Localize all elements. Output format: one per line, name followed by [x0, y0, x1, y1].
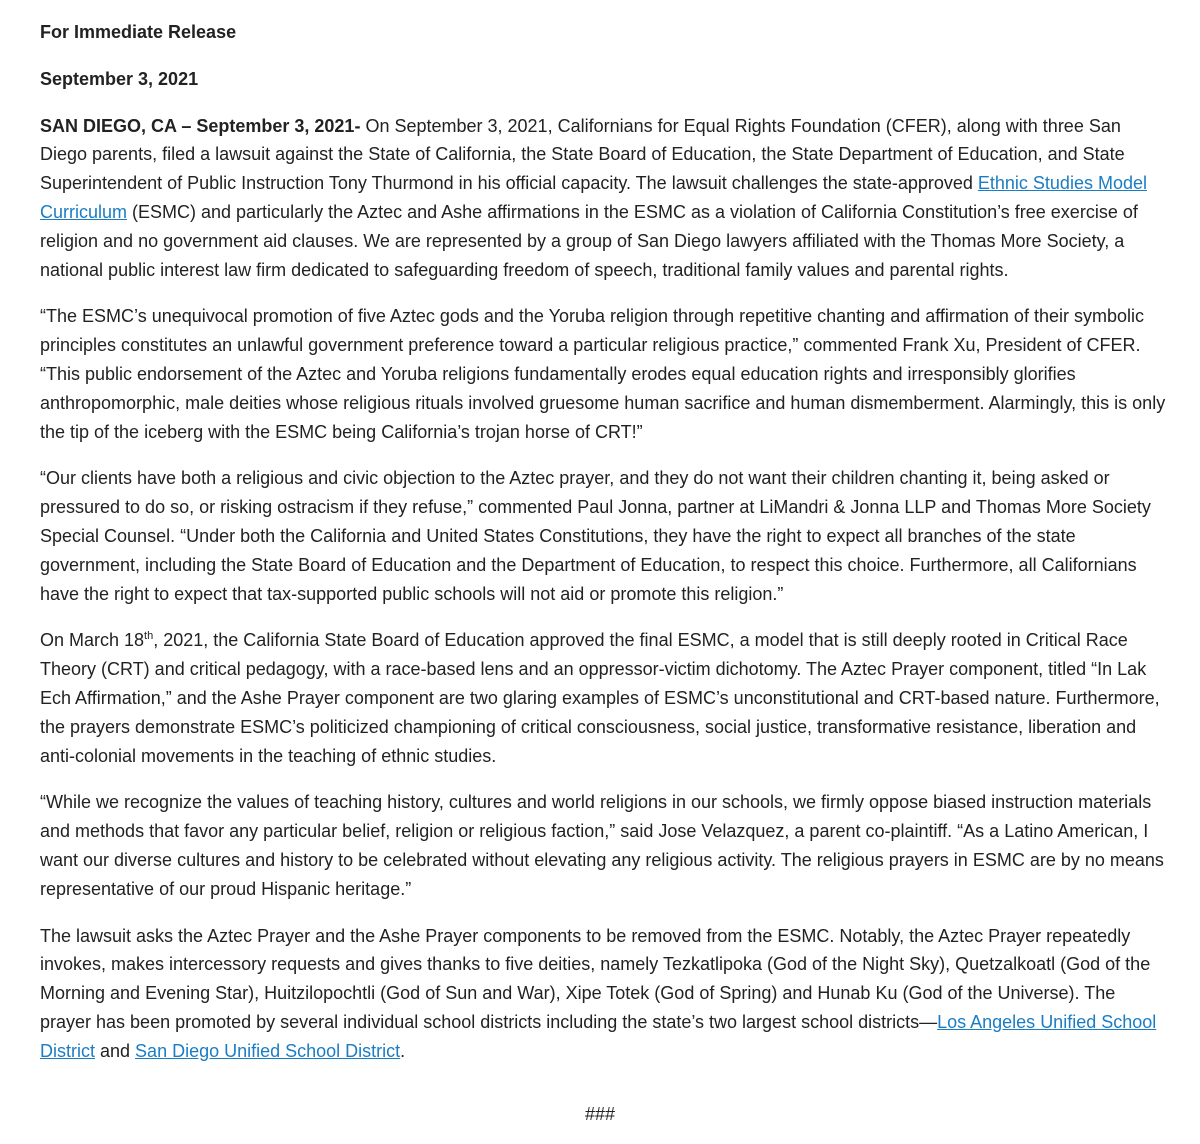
end-mark: ### — [584, 1104, 616, 1124]
press-release — [40, 18, 1170, 1084]
asks-text-b: and — [95, 1040, 136, 1061]
asks-text-a: The lawsuit asks the Aztec Prayer and the Ashe Prayer components to be removed from the ESMC. Notably, the Aztec Prayer repeatedly invokes, makes intercessory requests and gives thanks to five deities, namely Tezkatlipoka (God of the Night Sky), Quetzalkoatl (God of the Morning and Evening Star), Huitzilopochtli (God of Sun and War), Xipe Totek (God of Spring) and Hunab Ku (God of the Universe). The prayer has been promoted by several individual school districts including the state’s two largest school districts— — [40, 925, 1151, 1032]
paragraph-intro — [40, 112, 1170, 285]
release-date: September 3, 2021 — [40, 68, 199, 89]
intro-text-c: (ESMC) and particularly the Aztec and Ashe affirmations in the ESMC as a violation of California Constitution’s free exercise of religion and no government aid clauses. We are represented by a group of San Diego lawyers affiliated with the Thomas More Society, a national public interest law firm dedicated to safeguarding freedom of speech, traditional family values and parental rights. — [40, 201, 1138, 280]
lausd-link[interactable]: Los Angeles Unified School District — [40, 1011, 1157, 1061]
dateline: SAN DIEGO, CA – September 3, 2021- — [40, 115, 361, 136]
approval-text-a: On March 18 — [40, 630, 145, 651]
ordinal-suffix: th — [144, 630, 154, 643]
intro-text-b: against the State of California, the State Board of Education, the State Department of Education, and State Superintendent of Public Instruction Tony Thurmond in his official capacity. The lawsuit challenges the state-approved — [40, 144, 1125, 194]
release-label: For Immediate Release — [40, 22, 237, 42]
sdusd-link[interactable]: San Diego Unified School District — [135, 1040, 401, 1061]
esmc-link[interactable]: Ethnic Studies Model Curriculum — [40, 173, 1147, 222]
lawsuit-text: a lawsuit — [200, 144, 271, 165]
asks-text-c: . — [400, 1040, 406, 1061]
intro-text-a: On September 3, 2021, Californians for Equal Rights Foundation (CFER), along with three San Diego parents, filed — [40, 115, 1121, 165]
paragraph-frank-xu-quote: “The ESMC’s unequivocal promotion of five Aztec gods and the Yoruba religion through repetitive chanting and affirmation of their symbolic principles constitutes an unlawful government preference toward a particular religious practice,” commented Frank Xu, President of CFER. “This public endorsement of the Aztec and Yoruba religions fundamentally erodes equal education rights and irresponsibly glorifies anthropomorphic, male deities whose religious rituals involved gruesome human sacrifice and human dismemberment. Alarmingly, this is only the tip of the iceberg with the ESMC being California’s trojan horse of CRT!” — [40, 306, 1166, 442]
paragraph-paul-jonna-quote: “Our clients have both a religious and civic objection to the Aztec prayer, and they do not want their children chanting it, being asked or pressured to do so, or risking ostracism if they refuse,” commented Paul Jonna, partner at LiMandri & Jonna LLP and Thomas More Society Special Counsel. “Under both the California and United States Constitutions, they have the right to expect all branches of the state government, including the State Board of Education and the Department of Education, to respect this choice. Furthermore, all Californians have the right to expect that tax-supported public schools will not aid or promote this religion.” — [40, 468, 1151, 604]
approval-text-b: , 2021, the California State Board of Education approved the final ESMC, a model that is still deeply rooted in Critical Race Theory (CRT) and critical pedagogy, with a race-based lens and an oppressor-victim dichotomy. The Aztec Prayer component, titled “In Lak Ech Affirmation,” and the Ashe Prayer component are two glaring examples of ESMC’s unconstitutional and CRT-based nature. Furthermore, the prayers demonstrate ESMC’s politicized championing of critical consciousness, social justice, transformative resistance, liberation and anti-colonial movements in the teaching of ethnic studies. — [40, 630, 1160, 766]
paragraph-jose-velazquez-quote: “While we recognize the values of teaching history, cultures and world religions in our schools, we firmly oppose biased instruction materials and methods that favor any particular belief, religion or religious faction,” said Jose Velazquez, a parent co-plaintiff. “As a Latino American, I want our diverse cultures and history to be celebrated without elevating any religious activity. The religious prayers in ESMC are by no means representative of our proud Hispanic heritage.” — [40, 792, 1164, 899]
paragraph-lawsuit-asks — [40, 922, 1170, 1066]
paragraph-board-approval — [40, 626, 1170, 770]
